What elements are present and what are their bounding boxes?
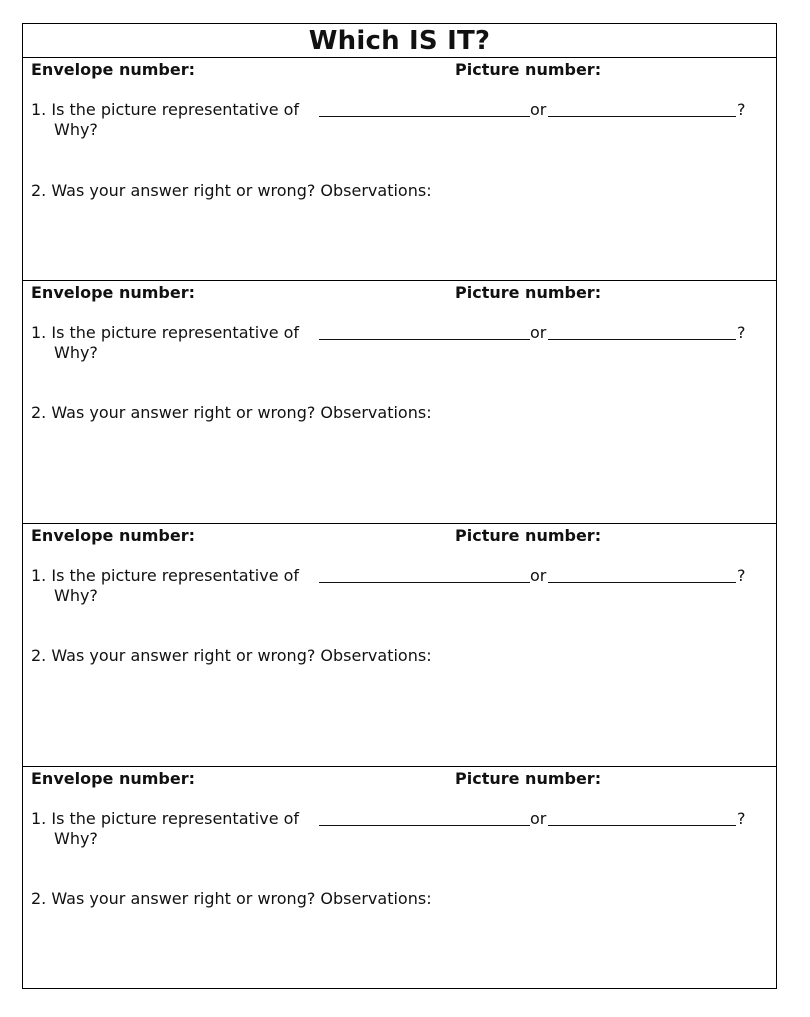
picture-number-label: Picture number: — [455, 60, 602, 79]
answer-blank-first[interactable] — [319, 116, 530, 117]
page-title: Which IS IT? — [308, 26, 491, 56]
question-mark: ? — [737, 100, 746, 119]
picture-number-label: Picture number: — [455, 526, 602, 545]
title-row — [23, 24, 776, 58]
answer-blank-second[interactable] — [548, 116, 736, 117]
question-2-text: 2. Was your answer right or wrong? Observations: — [31, 181, 432, 200]
answer-blank-first[interactable] — [319, 339, 530, 340]
section-4 — [23, 767, 776, 989]
why-text: Why? — [54, 343, 98, 362]
question-1-text: 1. Is the picture representative of — [31, 323, 300, 342]
why-text: Why? — [54, 829, 98, 848]
worksheet — [22, 23, 777, 989]
or-text: or — [530, 809, 547, 828]
question-2-text: 2. Was your answer right or wrong? Observations: — [31, 889, 432, 908]
section-1 — [23, 58, 776, 281]
question-mark: ? — [737, 566, 746, 585]
answer-blank-second[interactable] — [548, 825, 736, 826]
answer-blank-second[interactable] — [548, 582, 736, 583]
question-1-text: 1. Is the picture representative of — [31, 809, 300, 828]
envelope-number-label: Envelope number: — [31, 283, 195, 302]
envelope-number-label: Envelope number: — [31, 769, 195, 788]
section-2 — [23, 281, 776, 524]
question-1-text: 1. Is the picture representative of — [31, 566, 300, 585]
why-text: Why? — [54, 586, 98, 605]
picture-number-label: Picture number: — [455, 283, 602, 302]
or-text: or — [530, 566, 547, 585]
question-mark: ? — [737, 809, 746, 828]
question-2-text: 2. Was your answer right or wrong? Observations: — [31, 646, 432, 665]
why-text: Why? — [54, 120, 98, 139]
answer-blank-first[interactable] — [319, 825, 530, 826]
answer-blank-second[interactable] — [548, 339, 736, 340]
question-2-text: 2. Was your answer right or wrong? Observations: — [31, 403, 432, 422]
envelope-number-label: Envelope number: — [31, 526, 195, 545]
picture-number-label: Picture number: — [455, 769, 602, 788]
question-mark: ? — [737, 323, 746, 342]
or-text: or — [530, 323, 547, 342]
question-1-text: 1. Is the picture representative of — [31, 100, 300, 119]
or-text: or — [530, 100, 547, 119]
envelope-number-label: Envelope number: — [31, 60, 195, 79]
section-3 — [23, 524, 776, 767]
answer-blank-first[interactable] — [319, 582, 530, 583]
